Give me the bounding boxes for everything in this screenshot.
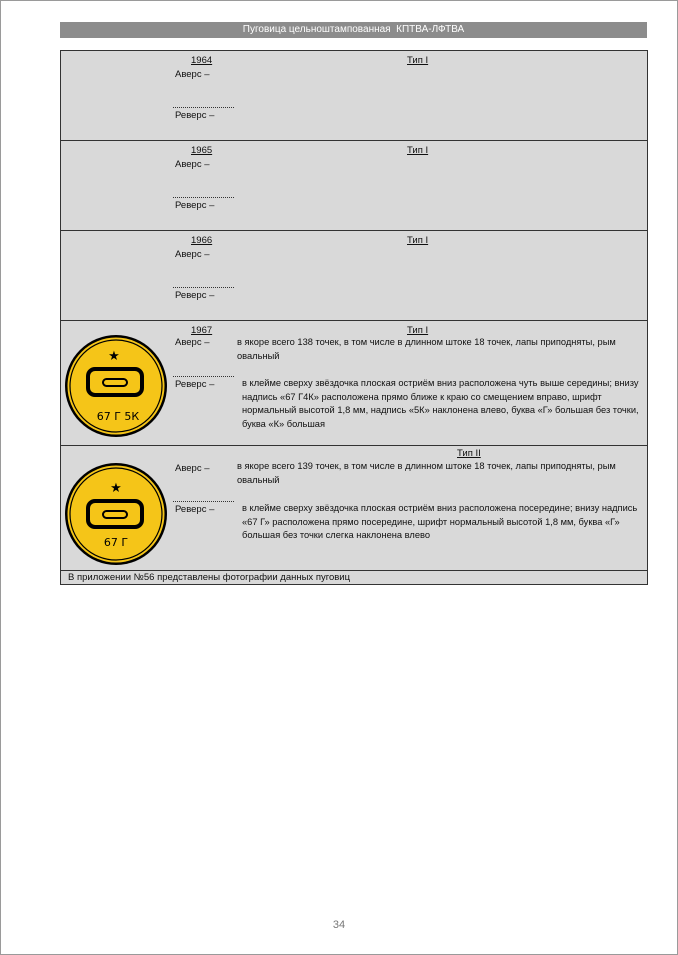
avers-label: Аверс – <box>175 463 210 474</box>
type-label: Тип I <box>407 145 429 156</box>
divider <box>173 376 234 377</box>
year-label: 1964 <box>191 55 213 66</box>
avers-label: Аверс – <box>175 159 210 170</box>
footer-note: В приложении №56 представлены фотографии данных пуговиц <box>68 572 351 583</box>
page-title: Пуговица цельноштампованная КПТВА-ЛФТВА <box>60 22 647 38</box>
table-row <box>61 51 647 141</box>
revers-label: Реверс – <box>175 379 215 390</box>
divider <box>173 287 234 288</box>
year-label: 1965 <box>191 145 213 156</box>
star-icon: ★ <box>108 349 120 364</box>
revers-label: Реверс – <box>175 200 215 211</box>
table-row <box>61 231 647 321</box>
revers-description: в клейме сверху звёздочка плоская остриём вниз расположена посередине; внизу надпись «67 Г» расположена прямо посередине, шрифт нормальный высотой 1,8 мм, буква «Г» большая без точки слегка наклонена влево <box>242 503 638 540</box>
avers-description: в якоре всего 139 точек, в том числе в длинном штоке 18 точек, лапы приподняты, рым овальный <box>237 461 616 485</box>
divider <box>173 107 234 108</box>
type-label: Тип I <box>407 325 429 336</box>
divider <box>173 501 234 502</box>
year-label: 1966 <box>191 235 213 246</box>
button-inscription: 67 Г 5К <box>96 410 140 423</box>
star-icon: ★ <box>110 481 122 496</box>
table-row <box>61 321 647 446</box>
divider <box>173 197 234 198</box>
type-label: Тип I <box>407 235 429 246</box>
button-inscription: 67 Г <box>103 536 129 549</box>
type-label: Тип I <box>407 55 429 66</box>
type-label: Тип II <box>457 448 481 459</box>
avers-label: Аверс – <box>175 337 210 348</box>
page-number: 34 <box>332 919 346 931</box>
avers-description: в якоре всего 138 точек, в том числе в длинном штоке 18 точек, лапы приподняты, рым овальный <box>237 337 616 361</box>
revers-label: Реверс – <box>175 110 215 121</box>
button-image <box>63 333 169 439</box>
table-row <box>61 571 647 584</box>
table-row <box>61 446 647 571</box>
table-row <box>61 141 647 231</box>
buttons-table <box>60 50 648 585</box>
year-label: 1967 <box>191 325 213 336</box>
revers-description: в клейме сверху звёздочка плоская остриём вниз расположена чуть выше середины; внизу надпись «67 Г4К» расположена прямо ближе к краю со смещением вправо, шрифт нормальный высотой 1,8 мм, надпись «5К» наклонена влево, буква «Г» большая без точки, буква «К» большая <box>242 378 639 429</box>
revers-label: Реверс – <box>175 504 215 515</box>
avers-label: Аверс – <box>175 69 210 80</box>
avers-label: Аверс – <box>175 249 210 260</box>
revers-label: Реверс – <box>175 290 215 301</box>
button-image <box>63 461 169 567</box>
